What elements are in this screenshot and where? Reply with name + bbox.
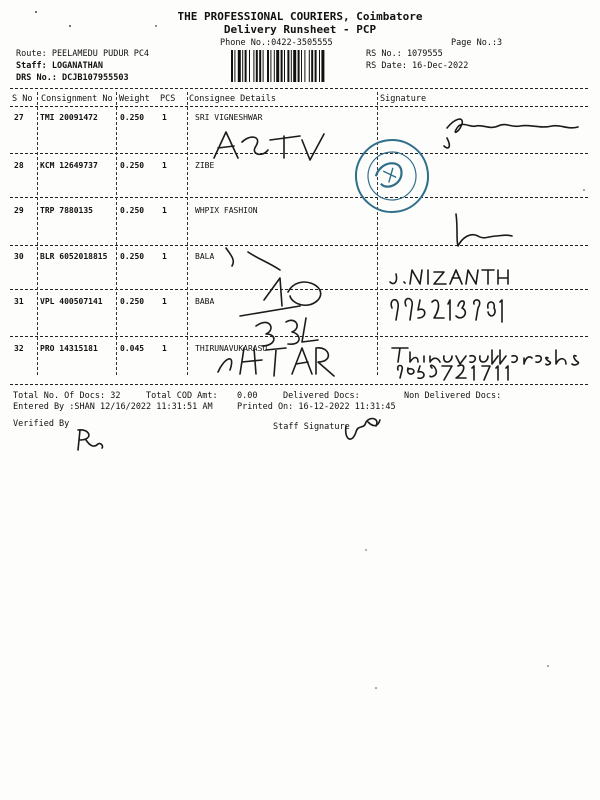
row-weight: 0.250	[120, 206, 145, 215]
barcode-bar	[276, 50, 279, 82]
barcode-bar	[253, 50, 254, 82]
row-consignment: TRP 7880135	[40, 206, 93, 215]
row-consignment: KCM 12649737	[40, 161, 98, 170]
barcode-bar	[301, 50, 302, 82]
col-header-consignment: Consignment No	[41, 94, 113, 104]
row-rule	[10, 336, 588, 337]
row-weight: 0.250	[120, 297, 145, 306]
row-rule	[10, 245, 588, 246]
column-divider	[187, 92, 188, 375]
barcode-bar	[311, 50, 313, 82]
row-pcs: 1	[162, 252, 167, 261]
barcode-bar	[291, 50, 292, 82]
column-divider	[37, 92, 38, 375]
signature-row29	[456, 214, 512, 246]
row-rule	[10, 197, 588, 198]
total-cod-value: 0.00	[237, 391, 258, 401]
handwriting-row32-phone	[398, 365, 508, 380]
row-sno: 28	[14, 161, 24, 170]
col-header-sno: S No	[12, 94, 33, 104]
row-sno: 27	[14, 113, 24, 122]
delivered-docs: Delivered Docs:	[283, 391, 360, 401]
barcode-bar	[293, 50, 296, 82]
row-pcs: 1	[162, 206, 167, 215]
total-docs: Total No. Of Docs: 32	[13, 391, 121, 401]
row-pcs: 1	[162, 113, 167, 122]
barcode-bar	[242, 50, 243, 82]
courier-stamp	[351, 135, 432, 216]
barcode	[231, 50, 359, 82]
row-consignee: THIRUNAVUKARASU	[195, 344, 268, 353]
row-sno: 30	[14, 252, 24, 261]
phone-number: Phone No.:0422-3505555	[220, 38, 333, 48]
barcode-bar	[234, 50, 235, 82]
col-header-signature: Signature	[380, 94, 427, 104]
col-header-weight: Weight	[119, 94, 150, 104]
row-consignee: BALA	[195, 252, 215, 261]
row-weight: 0.250	[120, 113, 145, 122]
barcode-bar	[321, 50, 324, 82]
non-delivered-docs: Non Delivered Docs:	[404, 391, 502, 401]
row-pcs: 1	[162, 161, 167, 170]
staff-signature-label: Staff Signature	[273, 422, 350, 432]
handwriting-row28	[214, 132, 324, 160]
drs-number: DRS No.: DCJB107955503	[16, 73, 129, 83]
page-number: Page No.:3	[451, 38, 503, 48]
barcode-bar	[256, 50, 258, 82]
handwriting-row32-name	[392, 348, 578, 365]
rs-date: RS Date: 16-Dec-2022	[366, 61, 469, 71]
signature-row27	[447, 119, 578, 132]
barcode-bar	[245, 50, 247, 82]
row-sno: 31	[14, 297, 24, 306]
row-consignment: PRO 14315181	[40, 344, 98, 353]
column-divider	[377, 92, 378, 375]
handwriting-row30-name	[390, 270, 508, 284]
row-sno: 32	[14, 344, 24, 353]
row-consignment: VPL 400507141	[40, 297, 103, 306]
barcode-bar	[270, 50, 271, 82]
staff-label: Staff: LOGANATHAN	[16, 61, 103, 71]
row-rule	[10, 289, 588, 290]
barcode-bar	[315, 50, 317, 82]
barcode-bar	[238, 50, 241, 82]
column-divider	[116, 92, 117, 375]
row-pcs: 1	[162, 297, 167, 306]
row-weight: 0.045	[120, 344, 145, 353]
table-bottom-rule	[10, 384, 588, 385]
row-consignee: ZIBE	[195, 161, 215, 170]
barcode-bar	[304, 50, 305, 82]
row-weight: 0.250	[120, 252, 145, 261]
handwriting-row31-phone	[391, 299, 502, 323]
header-rule	[10, 106, 588, 107]
barcode-bar	[287, 50, 289, 82]
barcode-bar	[263, 50, 264, 82]
entered-by: Entered By :SHAN 12/16/2022 11:31:51 AM	[13, 402, 213, 412]
row-sno: 29	[14, 206, 24, 215]
row-consignment: TMI 20091472	[40, 113, 98, 122]
row-rule	[10, 153, 588, 154]
barcode-bar	[309, 50, 310, 82]
runsheet-title: Delivery Runsheet - PCP	[223, 23, 377, 36]
col-header-pcs: PCS	[160, 94, 176, 104]
verified-by: Verified By	[13, 419, 70, 429]
verified-signature	[78, 430, 103, 450]
barcode-bar	[281, 50, 283, 82]
rs-number: RS No.: 1079555	[366, 49, 443, 59]
col-header-consignee: Consignee Details	[189, 94, 276, 104]
row-consignee: SRI VIGNESHWAR	[195, 113, 263, 122]
barcode-bar	[267, 50, 269, 82]
company-title: THE PROFESSIONAL COURIERS, Coimbatore	[177, 10, 423, 23]
row-weight: 0.250	[120, 161, 145, 170]
barcode-bar	[284, 50, 285, 82]
barcode-bar	[274, 50, 275, 82]
total-cod-label: Total COD Amt:	[146, 391, 218, 401]
barcode-bar	[319, 50, 320, 82]
barcode-bar	[231, 50, 233, 82]
barcode-bar	[259, 50, 261, 82]
route-label: Route: PEELAMEDU PUDUR PC4	[16, 49, 150, 59]
printed-on: Printed On: 16-12-2022 11:31:45	[237, 402, 396, 412]
row-pcs: 1	[162, 344, 167, 353]
table-top-rule	[10, 88, 588, 89]
staff-signature	[346, 419, 380, 440]
barcode-bar	[249, 50, 250, 82]
row-consignee: WHPIX FASHION	[195, 206, 258, 215]
row-consignee: BABA	[195, 297, 215, 306]
barcode-bar	[298, 50, 300, 82]
row-consignment: BLR 6052018815	[40, 252, 108, 261]
